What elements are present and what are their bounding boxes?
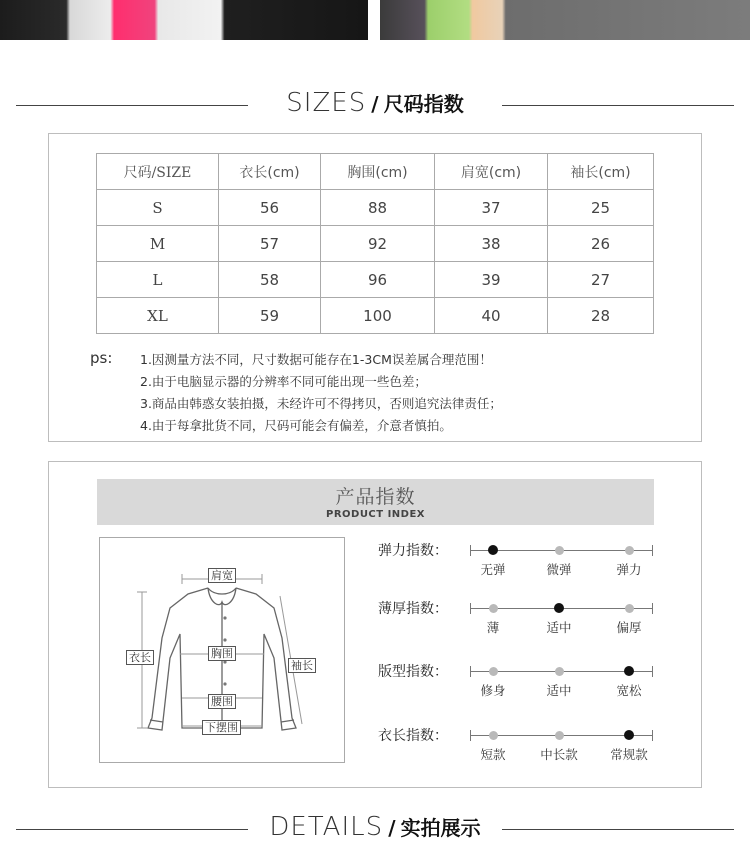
size-table-header: [97, 154, 654, 190]
scale-cap: [470, 666, 471, 677]
ps-note: 1.因测量方法不同，尺寸数据可能存在1-3CM误差属合理范围！: [140, 352, 492, 367]
product-photo-right: [380, 0, 750, 40]
scale-cap: [652, 730, 653, 741]
scale-option-label: 偏厚: [616, 620, 642, 635]
scale-option-label: 中长款: [540, 747, 578, 762]
scale-cap: [470, 603, 471, 614]
scale-option-label: 短款: [480, 747, 506, 762]
value-cell: 38: [435, 226, 548, 262]
product-photo-strip: [0, 0, 750, 40]
size-table: [96, 153, 654, 334]
ps-label: ps:: [90, 349, 113, 367]
sizes-heading: [0, 88, 750, 122]
details-heading-en: DETAILS: [269, 812, 384, 842]
header-cell: 胸围(cm): [321, 154, 435, 190]
value-cell: 26: [548, 226, 654, 262]
scale-dot: [489, 667, 498, 676]
size-cell: M: [97, 226, 219, 262]
heading-rule-right: [502, 105, 734, 106]
shoulder-tag: 肩宽: [208, 568, 236, 583]
size-cell: S: [97, 190, 219, 226]
scale-option-label: 微弹: [546, 562, 572, 577]
product-index-zh: 产品指数: [335, 486, 416, 508]
scale-cap: [470, 545, 471, 556]
value-cell: 96: [321, 262, 435, 298]
size-cell: L: [97, 262, 219, 298]
heading-rule-left: [16, 105, 248, 106]
sizes-heading-zh: 尺码指数: [383, 92, 464, 116]
sizes-heading-en: SIZES: [286, 88, 367, 118]
value-cell: 25: [548, 190, 654, 226]
scale-option-label: 适中: [546, 683, 572, 698]
value-cell: 58: [219, 262, 321, 298]
ps-note: 4.由于每拿批货不同，尺码可能会有偏差，介意者慎拍。: [140, 418, 452, 433]
details-heading: [0, 812, 750, 846]
chest-tag: 胸围: [208, 646, 236, 661]
hem-tag: 下摆围: [202, 720, 241, 735]
scale-cap: [652, 545, 653, 556]
scale-dot: [489, 731, 498, 740]
scale-option-label: 无弹: [480, 562, 506, 577]
value-cell: 27: [548, 262, 654, 298]
value-cell: 88: [321, 190, 435, 226]
scale-cap: [652, 603, 653, 614]
sizes-heading-text: [276, 88, 473, 118]
scale-dot: [555, 731, 564, 740]
scale-option-label: 常规款: [610, 747, 648, 762]
table-row: [97, 298, 654, 334]
product-index-banner: [97, 479, 654, 525]
scale-label: 衣长指数：: [378, 728, 448, 744]
heading-rule-right: [502, 829, 734, 830]
scale-option-label: 宽松: [616, 683, 642, 698]
details-heading-sep: /: [388, 816, 396, 840]
scale-option-label: 适中: [546, 620, 572, 635]
ps-note: 3.商品由韩惑女装拍摄，未经许可不得拷贝，否则追究法律责任；: [140, 396, 502, 411]
table-row: [97, 226, 654, 262]
garment-diagram: [99, 537, 345, 763]
value-cell: 92: [321, 226, 435, 262]
scale-dot: [489, 604, 498, 613]
header-cell: 衣长(cm): [219, 154, 321, 190]
scale-dot: [625, 604, 634, 613]
header-cell: 肩宽(cm): [435, 154, 548, 190]
scale-dot-selected: [554, 603, 564, 613]
value-cell: 37: [435, 190, 548, 226]
value-cell: 40: [435, 298, 548, 334]
scale-cap: [470, 730, 471, 741]
scale-dot-selected: [488, 545, 498, 555]
scale-label: 薄厚指数：: [378, 601, 448, 617]
table-row: [97, 262, 654, 298]
size-cell: XL: [97, 298, 219, 334]
scale-cap: [652, 666, 653, 677]
scale-dot: [555, 667, 564, 676]
scale-option-label: 弹力: [616, 562, 642, 577]
scale-option-label: 薄: [486, 620, 500, 635]
scale-dot-selected: [624, 730, 634, 740]
waist-tag: 腰围: [208, 694, 236, 709]
value-cell: 59: [219, 298, 321, 334]
value-cell: 100: [321, 298, 435, 334]
sleeve-tag: 袖长: [288, 658, 316, 673]
value-cell: 57: [219, 226, 321, 262]
product-index-en: PRODUCT INDEX: [325, 509, 426, 520]
scale-dot: [555, 546, 564, 555]
header-cell: 尺码/SIZE: [97, 154, 219, 190]
scale-dot-selected: [624, 666, 634, 676]
details-heading-text: [259, 812, 490, 842]
scale-option-label: 修身: [480, 683, 506, 698]
length-tag: 衣长: [126, 650, 154, 665]
value-cell: 56: [219, 190, 321, 226]
scale-dot: [625, 546, 634, 555]
value-cell: 28: [548, 298, 654, 334]
scale-label: 弹力指数：: [378, 543, 448, 559]
header-cell: 袖长(cm): [548, 154, 654, 190]
product-photo-left: [0, 0, 368, 40]
heading-rule-left: [16, 829, 248, 830]
sizes-heading-sep: /: [371, 92, 379, 116]
scale-label: 版型指数：: [378, 664, 448, 680]
details-heading-zh: 实拍展示: [400, 816, 481, 840]
ps-notes: [140, 349, 502, 437]
value-cell: 39: [435, 262, 548, 298]
table-row: [97, 190, 654, 226]
ps-note: 2.由于电脑显示器的分辨率不同可能出现一些色差；: [140, 374, 427, 389]
